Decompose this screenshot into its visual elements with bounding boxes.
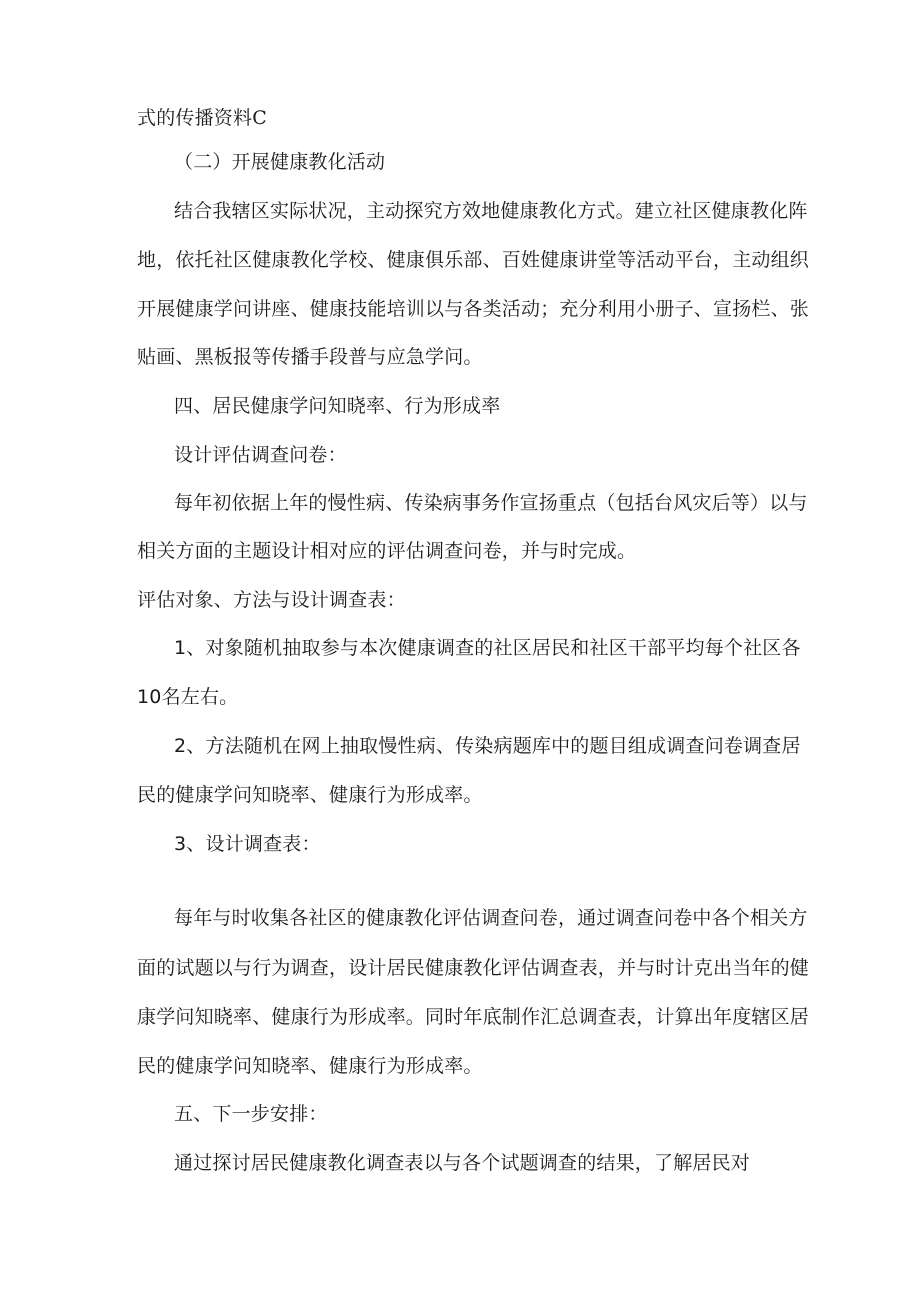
text-line-continuation: 式的传播资料C (137, 107, 267, 129)
list-item-3: 3、设计调查表： (174, 833, 321, 855)
list-item-1-continuation: 10名左右。 (137, 686, 239, 708)
paragraph-line: 面的试题以与行为调查，设计居民健康教化评估调查表，并与时计克出当年的健 (137, 957, 810, 979)
section-heading-next-steps: 五、下一步安排： (174, 1103, 328, 1125)
paragraph-line: 开展健康学问讲座、健康技能培训以与各类活动；充分利用小册子、宣扬栏、张 (137, 298, 810, 320)
paragraph-line: 地，依托社区健康教化学校、健康俱乐部、百姓健康讲堂等活动平台，主动组织 (137, 249, 810, 271)
paragraph-line: 每年与时收集各社区的健康教化评估调查问卷，通过调查问卷中各个相关方 (174, 907, 808, 929)
paragraph-line: 结合我辖区实际状况，主动探究方效地健康教化方式。建立社区健康教化阵 (174, 200, 808, 222)
paragraph-line: 相关方面的主题设计相对应的评估调查问卷，并与时完成。 (137, 540, 637, 562)
list-item-2-continuation: 民的健康学问知晓率、健康行为形成率。 (137, 784, 483, 806)
subheading-questionnaire: 设计评估调查问卷： (174, 444, 347, 466)
list-item-1: 1、对象随机抽取参与本次健康调查的社区居民和社区干部平均每个社区各 (174, 637, 801, 659)
paragraph-line: 康学问知晓率、健康行为形成率。同时年底制作汇总调查表，计算出年度辖区居 (137, 1006, 810, 1028)
section-heading-activities: （二）开展健康教化活动 (174, 151, 386, 173)
paragraph-line: 民的健康学问知晓率、健康行为形成率。 (137, 1055, 483, 1077)
section-heading-knowledge-rate: 四、居民健康学问知晓率、行为形成率 (174, 395, 501, 417)
subheading-evaluation: 评估对象、方法与设计调查表： (137, 589, 406, 611)
paragraph-line: 每年初依据上年的慢性病、传染病事务作宣扬重点（包括台风灾后等）以与 (174, 492, 808, 514)
paragraph-line: 通过探讨居民健康教化调查表以与各个试题调查的结果，了解居民对 (174, 1152, 751, 1174)
paragraph-line: 贴画、黑板报等传播手段普与应急学问。 (137, 346, 483, 368)
list-item-2: 2、方法随机在网上抽取慢性病、传染病题库中的题目组成调查问卷调查居 (174, 735, 801, 757)
